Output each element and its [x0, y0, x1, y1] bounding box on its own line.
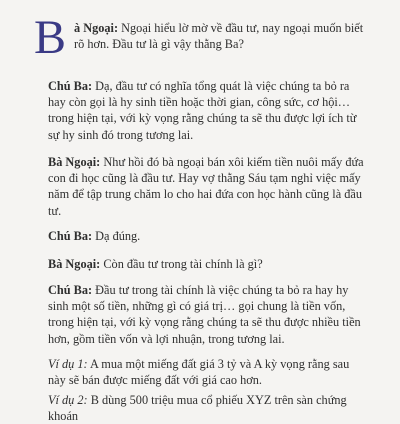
paragraph-text: Như hồi đó bà ngoại bán xôi kiếm tiền nuôi mấy đứa con đi học cũng là đầu tư. Hay vợ thằng Sáu tạm nghỉ việc mấy năm để tập trung chăm lo cho hai đứa con học hành cũng là đầu tư. [48, 155, 364, 218]
paragraph-ba-ngoai-2 [48, 154, 368, 219]
drop-cap-letter: B [34, 11, 67, 64]
speaker-label: Bà Ngoại: [48, 155, 101, 169]
paragraph-text: Còn đầu tư trong tài chính là gì? [100, 257, 263, 271]
example-label: Ví dụ 2: [48, 393, 88, 407]
speaker-label: Chú Ba: [48, 229, 93, 243]
example-text: A mua một miếng đất giá 3 tỷ và A kỳ vọng rằng sau này sẽ bán được miếng đất với giá cao hơn. [48, 357, 350, 388]
paragraph-text: Đầu tư trong tài chính là việc chúng ta bỏ ra hay hy sinh một số tiền, những gì có giá trị… gọi chung là tiền vốn, trong hiện tại, với kỳ vọng rằng chúng ta sẽ thu được nhiều tiền hơn, gồm tiền vốn và lợi nhuận, trong tương lai. [48, 283, 361, 346]
speaker-label: Chú Ba: [48, 79, 93, 93]
paragraph-chu-ba-2 [48, 228, 368, 244]
example-label: Ví dụ 1: [48, 357, 88, 371]
speaker-label: Bà Ngoại: [48, 257, 101, 271]
paragraph-text: Dạ, đầu tư có nghĩa tổng quát là việc chúng ta bỏ ra hay còn gọi là hy sinh tiền hoặc thời gian, công sức, cơ hội… trong hiện tại, với kỳ vọng rằng chúng ta sẽ thu được lợi ích từ sự hy sinh đó trong tương lai. [48, 79, 357, 142]
paragraph-ba-ngoai-3 [48, 256, 368, 272]
speaker-label: à Ngoại: [74, 21, 119, 35]
speaker-label: Chú Ba: [48, 283, 93, 297]
paragraph-text: Dạ đúng. [92, 229, 141, 243]
example-text: B dùng 500 triệu mua cổ phiếu XYZ trên sàn chứng khoán [48, 393, 347, 424]
paragraph-chu-ba-1 [48, 78, 368, 143]
example-1 [48, 356, 368, 388]
paragraph-chu-ba-3 [48, 282, 368, 347]
paragraph-text: Ngoại hiểu lờ mờ về đầu tư, nay ngoại muốn biết rõ hơn. Đầu tư là gì vậy thằng Ba? [74, 21, 364, 52]
paragraph-ba-ngoai-1 [74, 20, 374, 52]
example-2 [48, 392, 368, 424]
